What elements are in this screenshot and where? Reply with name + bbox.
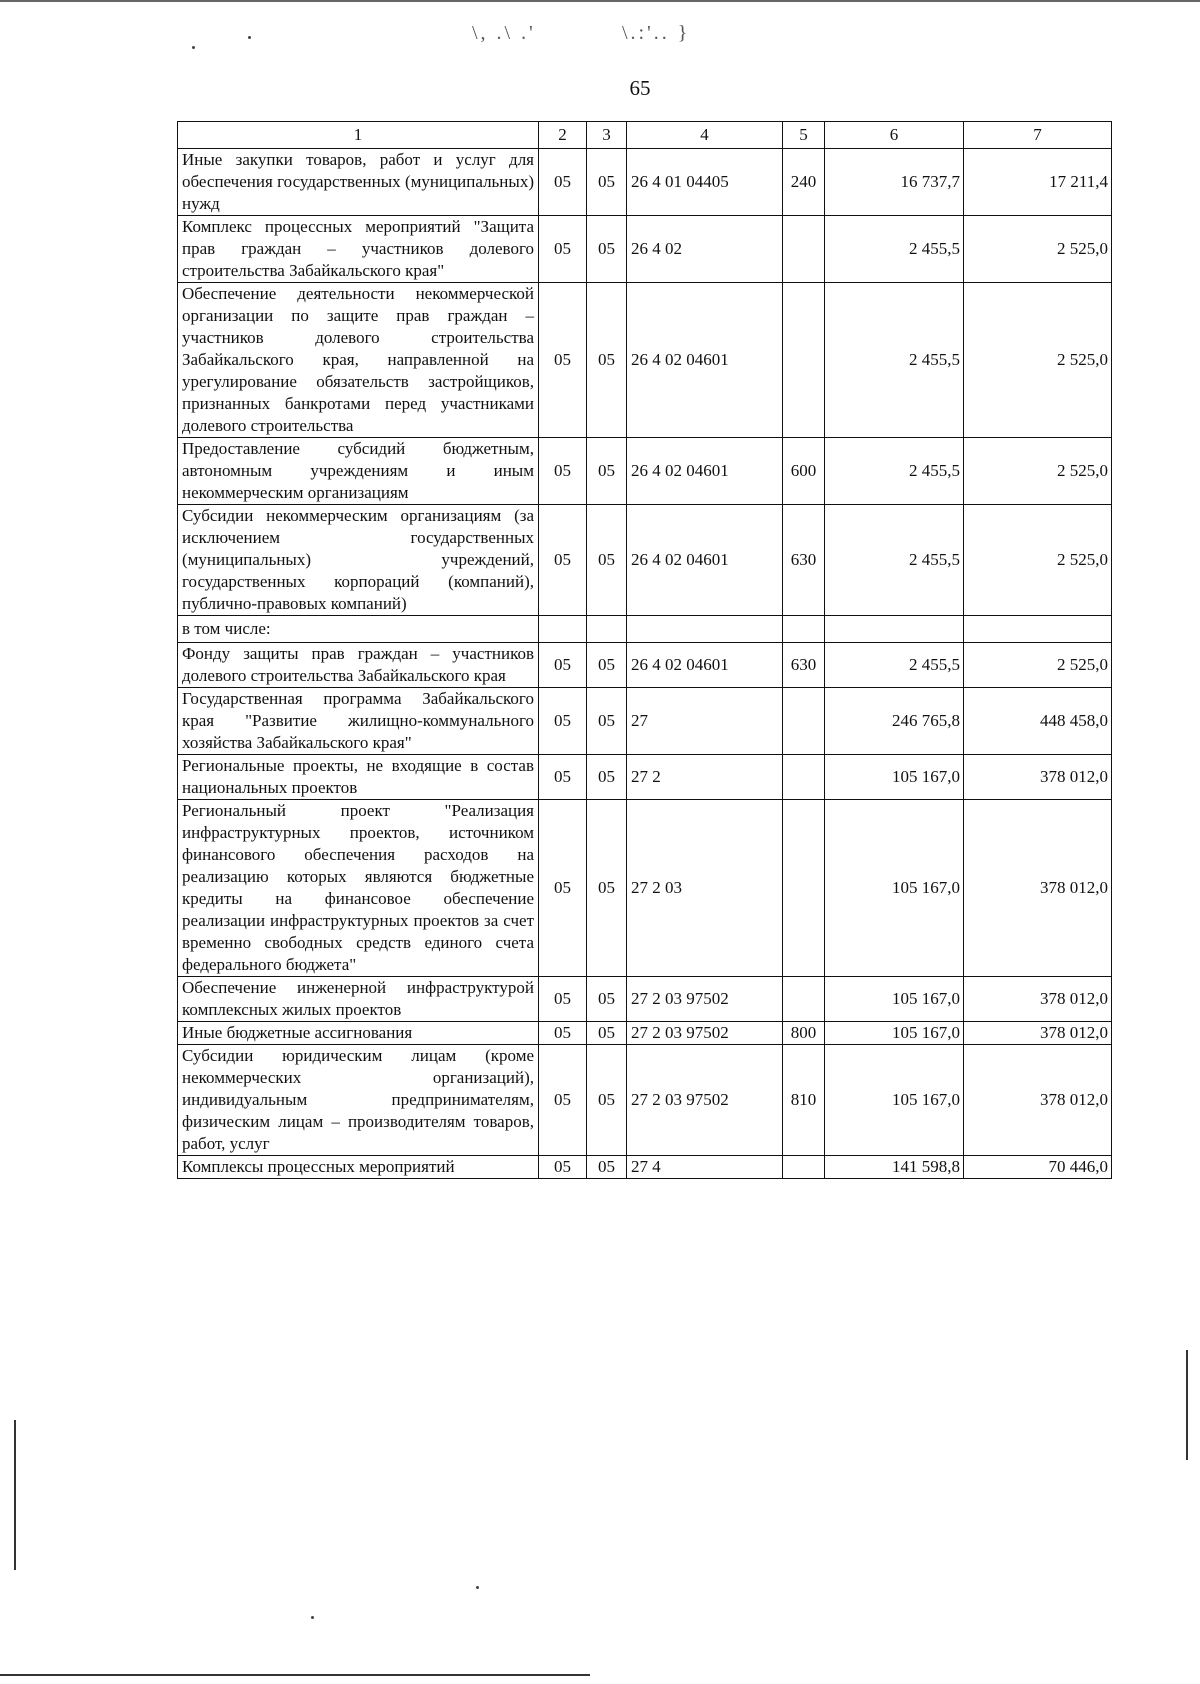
- row-name: Предоставление субсидий бюджетным, автономным учреждениям и иным некоммерческим организациям: [178, 438, 539, 505]
- row-name: Государственная программа Забайкальского края "Развитие жилищно-коммунального хозяйства Забайкальского края": [178, 688, 539, 755]
- amount-year1: 105 167,0: [825, 800, 964, 977]
- target-article: 26 4 02 04601: [627, 438, 783, 505]
- amount-year1: 2 455,5: [825, 505, 964, 616]
- target-article: 27 2 03 97502: [627, 1022, 783, 1045]
- section-code: 05: [539, 1045, 587, 1156]
- amount-year2: 17 211,4: [964, 149, 1112, 216]
- page-number: 65: [629, 76, 651, 100]
- section-code: 05: [539, 755, 587, 800]
- table-row: [178, 1045, 1112, 1156]
- expense-type: [783, 216, 825, 283]
- section-code: 05: [539, 643, 587, 688]
- expense-type: 810: [783, 1045, 825, 1156]
- table-row: [178, 283, 1112, 438]
- column-header: 5: [783, 122, 825, 149]
- subsection-code: 05: [587, 1022, 627, 1045]
- amount-year1: 105 167,0: [825, 1022, 964, 1045]
- section-code: 05: [539, 283, 587, 438]
- budget-table: [177, 121, 1112, 1179]
- amount-year1: 246 765,8: [825, 688, 964, 755]
- amount-year1: 2 455,5: [825, 438, 964, 505]
- target-article: 26 4 02 04601: [627, 283, 783, 438]
- row-name: Иные закупки товаров, работ и услуг для обеспечения государственных (муниципальных) нужд: [178, 149, 539, 216]
- target-article: 27 2 03 97502: [627, 977, 783, 1022]
- amount-year2: 70 446,0: [964, 1156, 1112, 1179]
- row-name: Региональные проекты, не входящие в состав национальных проектов: [178, 755, 539, 800]
- target-article: 26 4 02: [627, 216, 783, 283]
- subsection-code: 05: [587, 149, 627, 216]
- target-article: 27 2 03 97502: [627, 1045, 783, 1156]
- section-code: 05: [539, 505, 587, 616]
- section-code: [539, 616, 587, 643]
- subsection-code: 05: [587, 438, 627, 505]
- amount-year2: 378 012,0: [964, 755, 1112, 800]
- table-row: [178, 505, 1112, 616]
- amount-year2: 378 012,0: [964, 800, 1112, 977]
- amount-year1: 2 455,5: [825, 643, 964, 688]
- row-name: Фонду защиты прав граждан – участников долевого строительства Забайкальского края: [178, 643, 539, 688]
- table-header-row: [178, 122, 1112, 149]
- row-name: Субсидии юридическим лицам (кроме некоммерческих организаций), индивидуальным предпринимателям, физическим лицам – производителям товаров, работ, услуг: [178, 1045, 539, 1156]
- subsection-code: 05: [587, 505, 627, 616]
- amount-year2: 448 458,0: [964, 688, 1112, 755]
- target-article: 27 4: [627, 1156, 783, 1179]
- scan-speck: [311, 1616, 314, 1619]
- target-article: 27: [627, 688, 783, 755]
- expense-type: [783, 616, 825, 643]
- scan-edge: [1186, 1350, 1188, 1460]
- row-name: Региональный проект "Реализация инфраструктурных проектов, источником финансового обеспечения расходов на реализацию которых являются бюджетные кредиты на финансовое обеспечение реализации инфраструктурных проектов за счет временно свободных средств единого счета федерального бюджета": [178, 800, 539, 977]
- expense-type: 630: [783, 643, 825, 688]
- table-row: [178, 755, 1112, 800]
- scan-speck: [476, 1586, 479, 1589]
- target-article: 26 4 02 04601: [627, 505, 783, 616]
- column-header: 3: [587, 122, 627, 149]
- row-name: Иные бюджетные ассигнования: [178, 1022, 539, 1045]
- subsection-code: 05: [587, 283, 627, 438]
- table-row: [178, 149, 1112, 216]
- subsection-code: 05: [587, 800, 627, 977]
- table-row: [178, 216, 1112, 283]
- section-code: 05: [539, 688, 587, 755]
- subsection-code: [587, 616, 627, 643]
- amount-year2: 2 525,0: [964, 283, 1112, 438]
- table-row: [178, 643, 1112, 688]
- row-name: Обеспечение деятельности некоммерческой организации по защите прав граждан – участников долевого строительства Забайкальского края, направленной на урегулирование обязательств застройщиков, признанных банкротами перед участниками долевого строительства: [178, 283, 539, 438]
- subsection-code: 05: [587, 216, 627, 283]
- section-code: 05: [539, 149, 587, 216]
- scan-edge: [14, 1420, 16, 1570]
- amount-year2: [964, 616, 1112, 643]
- section-code: 05: [539, 800, 587, 977]
- section-code: 05: [539, 1022, 587, 1045]
- amount-year2: 2 525,0: [964, 438, 1112, 505]
- amount-year1: 2 455,5: [825, 283, 964, 438]
- expense-type: 600: [783, 438, 825, 505]
- table-row: [178, 616, 1112, 643]
- scan-edge: [0, 0, 1200, 2]
- section-code: 05: [539, 1156, 587, 1179]
- column-header: 1: [178, 122, 539, 149]
- amount-year2: 2 525,0: [964, 505, 1112, 616]
- amount-year2: 2 525,0: [964, 643, 1112, 688]
- amount-year1: 2 455,5: [825, 216, 964, 283]
- expense-type: [783, 977, 825, 1022]
- expense-type: 800: [783, 1022, 825, 1045]
- amount-year2: 2 525,0: [964, 216, 1112, 283]
- row-name: Обеспечение инженерной инфраструктурой комплексных жилых проектов: [178, 977, 539, 1022]
- table-row: [178, 1022, 1112, 1045]
- scan-mark: \, .\ .': [472, 22, 536, 44]
- target-article: 27 2: [627, 755, 783, 800]
- target-article: 26 4 02 04601: [627, 643, 783, 688]
- target-article: [627, 616, 783, 643]
- row-name: Субсидии некоммерческим организациям (за исключением государственных (муниципальных) учреждений, государственных корпораций (компаний), публично-правовых компаний): [178, 505, 539, 616]
- subsection-code: 05: [587, 1156, 627, 1179]
- section-code: 05: [539, 216, 587, 283]
- target-article: 26 4 01 04405: [627, 149, 783, 216]
- expense-type: [783, 283, 825, 438]
- row-name: Комплексы процессных мероприятий: [178, 1156, 539, 1179]
- table-row: [178, 438, 1112, 505]
- amount-year1: 141 598,8: [825, 1156, 964, 1179]
- expense-type: [783, 1156, 825, 1179]
- expense-type: [783, 800, 825, 977]
- column-header: 2: [539, 122, 587, 149]
- column-header: 7: [964, 122, 1112, 149]
- subsection-code: 05: [587, 688, 627, 755]
- amount-year2: 378 012,0: [964, 977, 1112, 1022]
- subsection-code: 05: [587, 977, 627, 1022]
- amount-year1: [825, 616, 964, 643]
- expense-type: [783, 755, 825, 800]
- column-header: 6: [825, 122, 964, 149]
- amount-year2: 378 012,0: [964, 1022, 1112, 1045]
- row-name: в том числе:: [178, 616, 539, 643]
- table-row: [178, 977, 1112, 1022]
- amount-year1: 105 167,0: [825, 977, 964, 1022]
- amount-year2: 378 012,0: [964, 1045, 1112, 1156]
- expense-type: 630: [783, 505, 825, 616]
- scan-speck: [248, 36, 251, 39]
- expense-type: [783, 688, 825, 755]
- subsection-code: 05: [587, 755, 627, 800]
- expense-type: 240: [783, 149, 825, 216]
- section-code: 05: [539, 977, 587, 1022]
- amount-year1: 105 167,0: [825, 755, 964, 800]
- section-code: 05: [539, 438, 587, 505]
- table-row: [178, 1156, 1112, 1179]
- column-header: 4: [627, 122, 783, 149]
- table-row: [178, 800, 1112, 977]
- amount-year1: 105 167,0: [825, 1045, 964, 1156]
- subsection-code: 05: [587, 643, 627, 688]
- amount-year1: 16 737,7: [825, 149, 964, 216]
- scan-mark: \.:'.. }: [622, 22, 691, 44]
- scan-speck: [192, 46, 195, 49]
- row-name: Комплекс процессных мероприятий "Защита прав граждан – участников долевого строительства Забайкальского края": [178, 216, 539, 283]
- scan-edge: [0, 1674, 590, 1676]
- subsection-code: 05: [587, 1045, 627, 1156]
- target-article: 27 2 03: [627, 800, 783, 977]
- table-row: [178, 688, 1112, 755]
